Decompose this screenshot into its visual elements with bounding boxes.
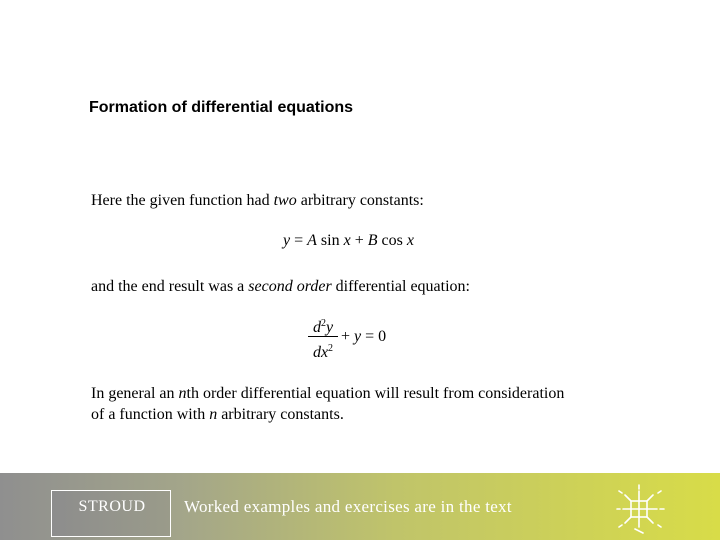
slide-title: Formation of differential equations (89, 99, 354, 116)
exponent: 2 (328, 343, 334, 354)
stroud-brand: STROUD (78, 498, 146, 515)
variable-y: y (283, 232, 291, 249)
text: Here the given function had (91, 192, 274, 209)
constant-a: A (307, 232, 317, 249)
symbol-dx: dx (312, 344, 329, 361)
equation-general-solution (283, 230, 414, 252)
variable-x: x (343, 232, 351, 249)
stroud-brand-box (51, 490, 171, 537)
operator: = (290, 232, 308, 249)
paragraph-general (91, 383, 564, 425)
variable-y: y (325, 319, 334, 336)
emphasis-text: n (209, 406, 218, 423)
text: arbitrary constants: (296, 192, 424, 209)
exponent: 2 (320, 318, 326, 329)
fraction-bar (308, 336, 338, 337)
text: In general an (91, 385, 179, 402)
function-cos: cos (377, 232, 407, 249)
footer-bar (0, 473, 720, 540)
function-sin: sin (320, 232, 344, 249)
stroud-logo-icon (613, 483, 667, 537)
operator: + (341, 328, 355, 345)
emphasis-text: two (273, 192, 297, 209)
text: th order differential equation will result from consideration (186, 385, 565, 402)
variable-y: y (354, 328, 362, 345)
variable-x: x (406, 232, 414, 249)
operator: = 0 (361, 328, 387, 345)
constant-b: B (367, 232, 378, 249)
paragraph-line (91, 404, 564, 425)
paragraph-line (91, 383, 564, 404)
equation-remainder (341, 327, 386, 347)
fraction-numerator (307, 314, 339, 338)
operator: + (350, 232, 368, 249)
symbol-d: d (312, 319, 321, 336)
text: differential equation: (331, 278, 470, 295)
paragraph-result (91, 276, 470, 297)
text: and the end result was a (91, 278, 249, 295)
paragraph-constants (91, 190, 424, 211)
text: arbitrary constants. (217, 406, 344, 423)
footer-note: Worked examples and exercises are in the text (184, 497, 512, 516)
emphasis-text: n (178, 385, 187, 402)
fraction-denominator (307, 339, 339, 363)
emphasis-text: second order (248, 278, 332, 295)
text: of a function with (91, 406, 210, 423)
